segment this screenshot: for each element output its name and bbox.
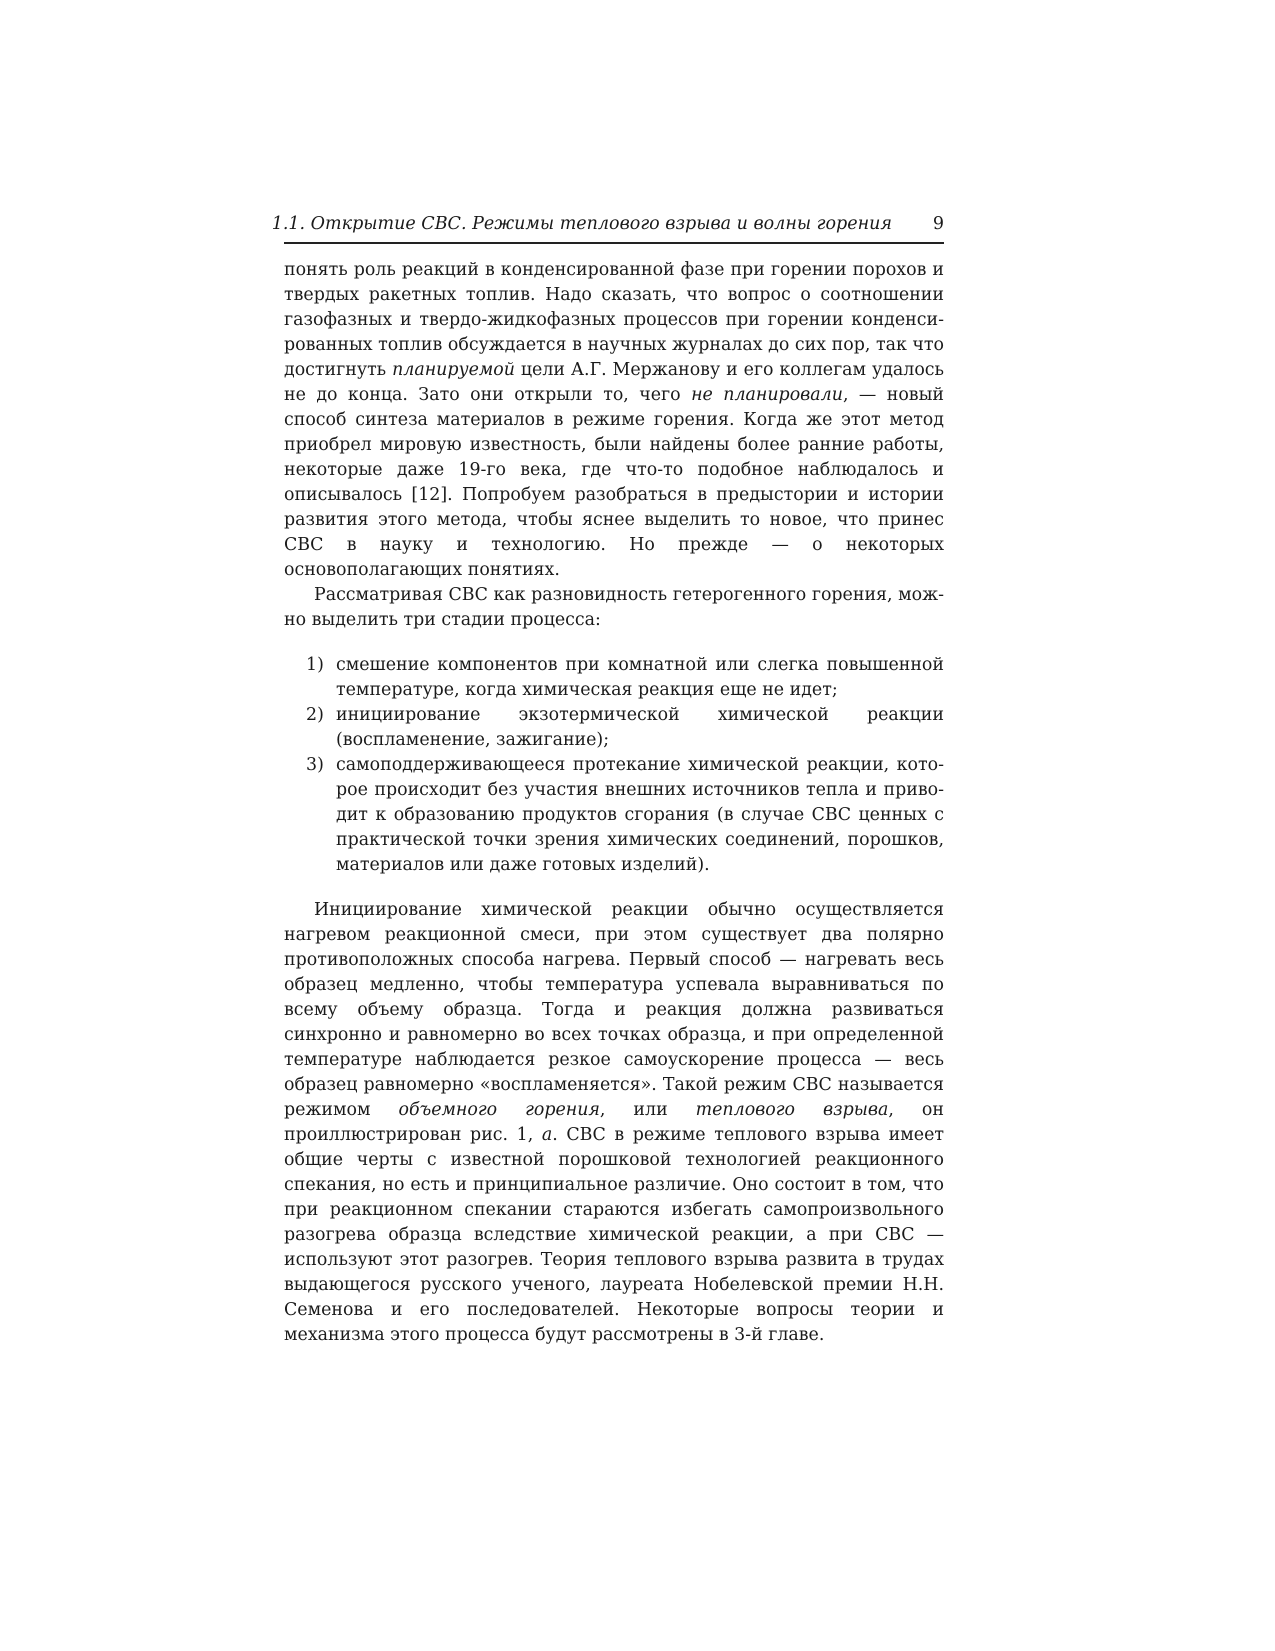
list-item	[284, 653, 944, 703]
emphasis-not-planned: не планировали	[691, 385, 843, 405]
emphasis-volume-combustion: объемного горения	[398, 1100, 600, 1120]
spacer	[284, 878, 944, 898]
paragraph-3	[284, 898, 944, 1348]
paragraph-3-text-c: , он проиллюстрирован рис. 1,	[284, 1100, 944, 1145]
paragraph-3-text-a: Инициирование химической реакции обычно осуществляется нагревом реакционной смеси, при этом существует два полярно противоположных способа нагрева. Первый способ — нагревать весь образец медленно, чтобы температура успевала выравниваться по всему объему образца. Тогда и реакция должна развиваться синхронно и равномерно во всех точках образца, и при определенной температуре наблюдается резкое самоускорение процесса — весь образец равномерно «воспламеняется». Такой режим СВС называется режимом	[284, 900, 944, 1120]
list-item	[284, 753, 944, 878]
emphasis-planned: планируемой	[392, 360, 515, 380]
paragraph-3-text-d: . СВС в режиме теплового взрыва имеет общие черты с известной порошковой технологией реакционного спекания, но есть и принципиальное различие. Оно состоит в том, что при реакционном спекании стараются избегать самопроизвольного разогрева образца вследствие химической реакции, а при СВС — используют этот разогрев. Теория теплового взрыва развита в трудах выдающегося русского ученого, лауреата Нобелевской премии Н.Н. Семенова и его последователей. Некоторые вопросы теории и механизма этого процесса будут рассмотрены в 3-й главе.	[284, 1125, 944, 1345]
page-number: 9	[932, 214, 944, 234]
list-item-number: 1)	[306, 655, 324, 675]
paragraph-1-text-a: понять роль реакций в конденсированной фазе при горении порохов и твердых ракетных топлив. Надо сказать, что вопрос о соотношении газофазных и твердо-жидкофазных процессов при горении конденсированных топлив обсуждается в научных журналах до сих пор, так что достигнуть	[284, 260, 944, 380]
paragraph-3-text-b: , или	[599, 1100, 696, 1120]
list-item	[284, 703, 944, 753]
list-item-text: смешение компонентов при комнатной или слегка повышенной температуре, когда химическая реакция еще не идет;	[336, 655, 944, 700]
list-item-text: самоподдерживающееся протекание химической реакции, которое происходит без участия внешних источников тепла и приводит к образованию продуктов сгорания (в случае СВС ценных с практической точки зрения химических соединений, порошков, материалов или даже готовых изделий).	[336, 755, 944, 875]
running-head	[271, 214, 944, 244]
paragraph-2: Рассматривая СВС как разновидность гетерогенного горения, можно выделить три стадии процесса:	[284, 585, 944, 630]
list-item-text: инициирование экзотермической химической реакции (воспламенение, зажигание);	[336, 705, 944, 750]
running-head-title: 1.1. Открытие СВС. Режимы теплового взрыва и волны горения	[271, 214, 892, 234]
list-item-number: 2)	[306, 705, 324, 725]
paragraph-1	[284, 258, 944, 583]
spacer	[284, 633, 944, 653]
book-page	[271, 214, 945, 1348]
emphasis-figure-label: а	[541, 1125, 553, 1145]
list-item-number: 3)	[306, 755, 324, 775]
stage-list	[284, 653, 944, 878]
paragraph-1-text-b: цели А.Г. Мержанову и его коллегам удалось не до конца. Зато они открыли то, чего	[284, 360, 945, 405]
emphasis-thermal-explosion: теплового взрыва	[695, 1100, 889, 1120]
body-text	[284, 258, 944, 1348]
paragraph-1-text-c: , — новый способ синтеза материалов в режиме горения. Когда же этот метод приобрел мировую известность, были найдены более ранние работы, некоторые даже 19-го века, где что-то подобное наблюдалось и описывалось [12]. Попробуем разобраться в предыстории и истории развития этого метода, чтобы яснее выделить то новое, что принес СВС в науку и технологию. Но прежде — о некоторых основополагающих понятиях.	[284, 385, 945, 580]
